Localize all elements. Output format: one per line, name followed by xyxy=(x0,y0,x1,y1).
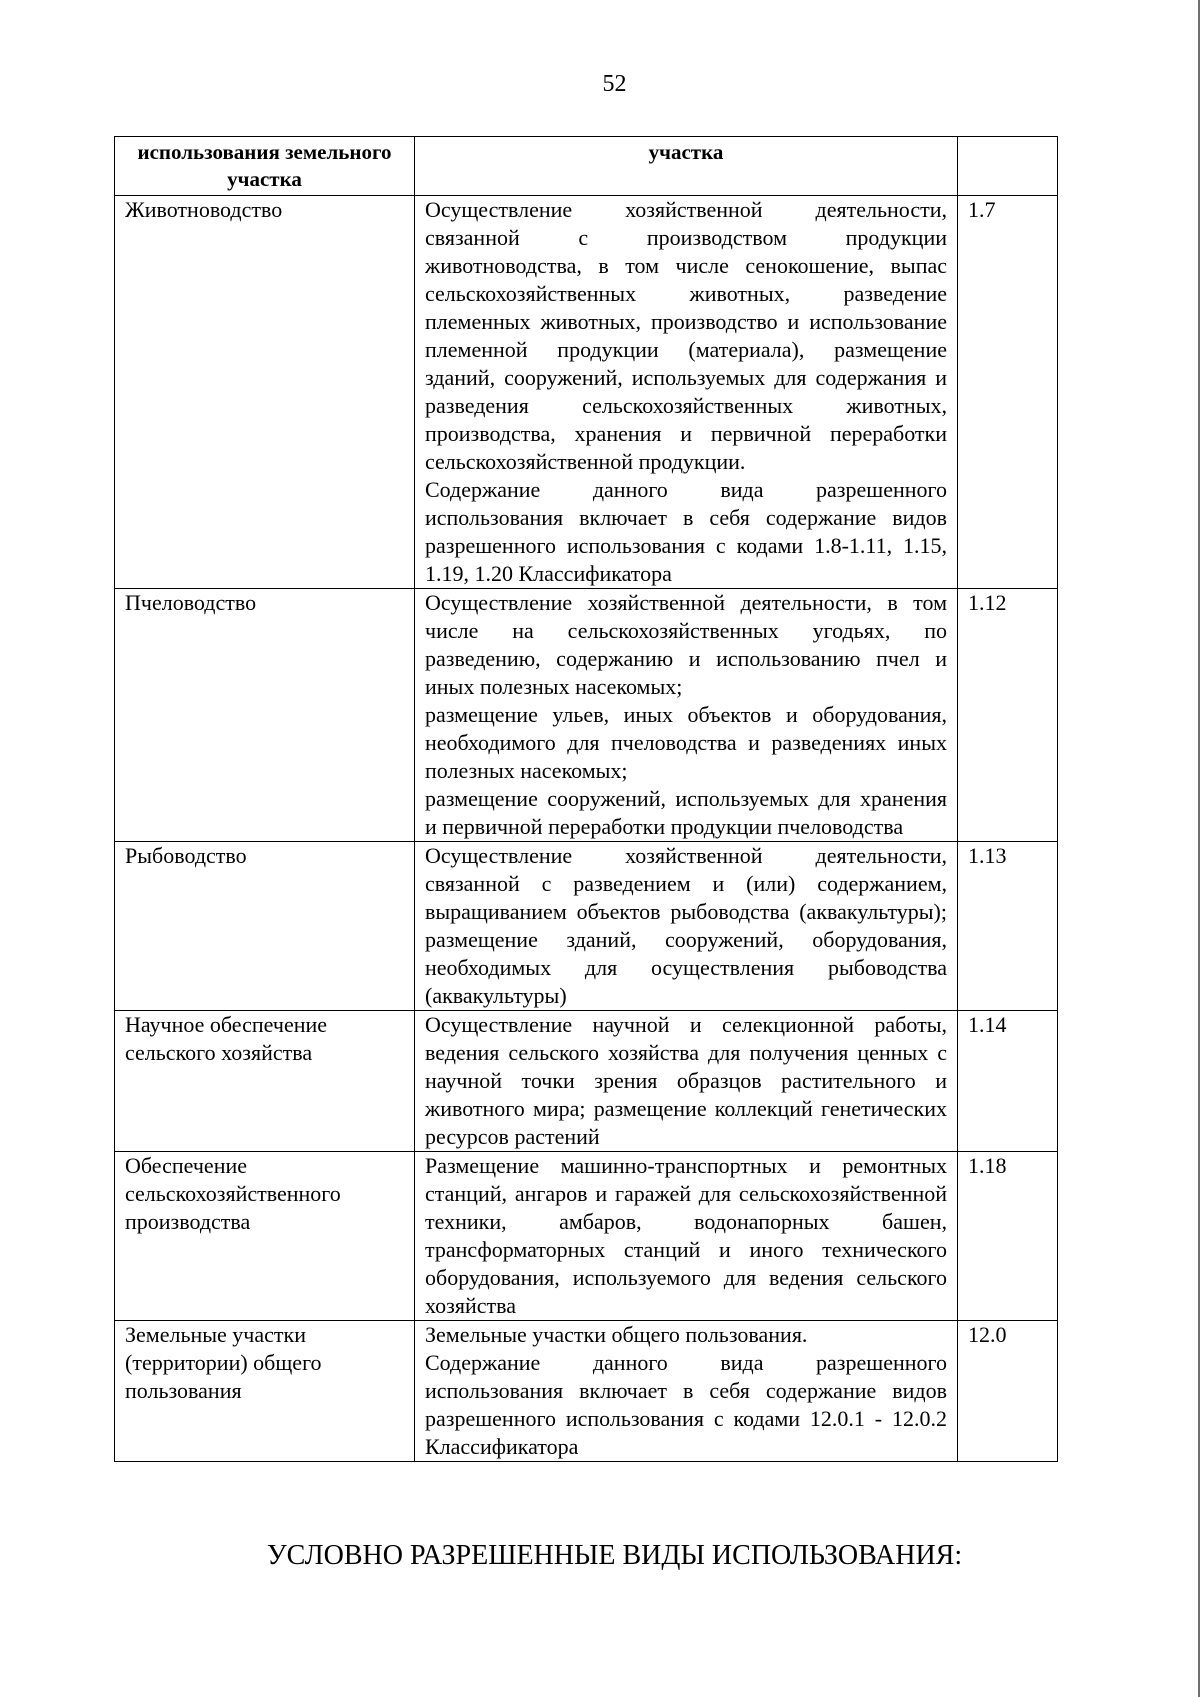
description-paragraph: Размещение машинно-транспортных и ремонтных станций, ангаров и гаражей для сельскохозяйственной техники, амбаров, водонапорных башен, трансформаторных станций и иного технического оборудования, используемого для ведения сельского хозяйства xyxy=(425,1153,947,1318)
description-paragraph: Земельные участки общего пользования. xyxy=(425,1322,808,1347)
land-use-table xyxy=(114,136,1058,1462)
section-heading: УСЛОВНО РАЗРЕШЕННЫЕ ВИДЫ ИСПОЛЬЗОВАНИЯ: xyxy=(266,1540,963,1571)
description-paragraph: Содержание данного вида разрешенного использования включает в себя содержание видов разрешенного использования с кодами 12.0.1 - 12.0.2 Классификатора xyxy=(425,1350,947,1459)
land-use-code: 1.14 xyxy=(958,1011,1058,1152)
table-row xyxy=(115,196,1058,589)
header-land-use-type: использования земельного участка xyxy=(115,137,415,196)
land-use-code: 1.18 xyxy=(958,1152,1058,1321)
description-paragraph: Осуществление научной и селекционной работы, ведения сельского хозяйства для получения ценных с научной точки зрения образцов растительного и животного мира; размещение коллекций генетических ресурсов растений xyxy=(425,1012,947,1149)
header-code xyxy=(958,137,1058,196)
land-use-code: 1.12 xyxy=(958,589,1058,842)
land-use-name: Рыбоводство xyxy=(115,842,415,1011)
table-header-row xyxy=(115,137,1058,196)
table-row xyxy=(115,1152,1058,1321)
description-paragraph: Осуществление хозяйственной деятельности, связанной с разведением и (или) содержанием, выращиванием объектов рыбоводства (аквакультуры); размещение зданий, сооружений, оборудования, необходимых для осуществления рыбоводства (аквакультуры) xyxy=(425,843,947,1008)
land-use-name: Земельные участки (территории) общего пользования xyxy=(115,1321,415,1462)
table-row xyxy=(115,589,1058,842)
description-paragraph: размещение ульев, иных объектов и оборудования, необходимого для пчеловодства и разведениях иных полезных насекомых; xyxy=(425,702,947,783)
land-use-name: Пчеловодство xyxy=(115,589,415,842)
description-paragraph: Осуществление хозяйственной деятельности, связанной с производством продукции животноводства, в том числе сенокошение, выпас сельскохозяйственных животных, разведение племенных животных, производство и использование племенной продукции (материала), размещение зданий, сооружений, используемых для содержания и разведения сельскохозяйственных животных, производства, хранения и первичной переработки сельскохозяйственной продукции. xyxy=(425,197,947,474)
header-description: участка xyxy=(415,137,958,196)
land-use-name: Животноводство xyxy=(115,196,415,589)
land-use-description xyxy=(415,1321,958,1462)
table-row xyxy=(115,1011,1058,1152)
description-paragraph: Осуществление хозяйственной деятельности, в том числе на сельскохозяйственных угодьях, по разведению, содержанию и использованию пчел и иных полезных насекомых; xyxy=(425,590,947,699)
land-use-name: Научное обеспечение сельского хозяйства xyxy=(115,1011,415,1152)
table-row xyxy=(115,1321,1058,1462)
land-use-code: 12.0 xyxy=(958,1321,1058,1462)
land-use-code: 1.13 xyxy=(958,842,1058,1011)
land-use-code: 1.7 xyxy=(958,196,1058,589)
land-use-description xyxy=(415,589,958,842)
table-row xyxy=(115,842,1058,1011)
land-use-description xyxy=(415,842,958,1011)
land-use-name: Обеспечение сельскохозяйственного производства xyxy=(115,1152,415,1321)
land-use-description xyxy=(415,196,958,589)
land-use-description xyxy=(415,1152,958,1321)
page-number: 52 xyxy=(602,71,627,97)
description-paragraph: размещение сооружений, используемых для хранения и первичной переработки продукции пчеловодства xyxy=(425,786,947,839)
description-paragraph: Содержание данного вида разрешенного использования включает в себя содержание видов разрешенного использования с кодами 1.8-1.11, 1.15, 1.19, 1.20 Классификатора xyxy=(425,477,947,586)
land-use-description xyxy=(415,1011,958,1152)
